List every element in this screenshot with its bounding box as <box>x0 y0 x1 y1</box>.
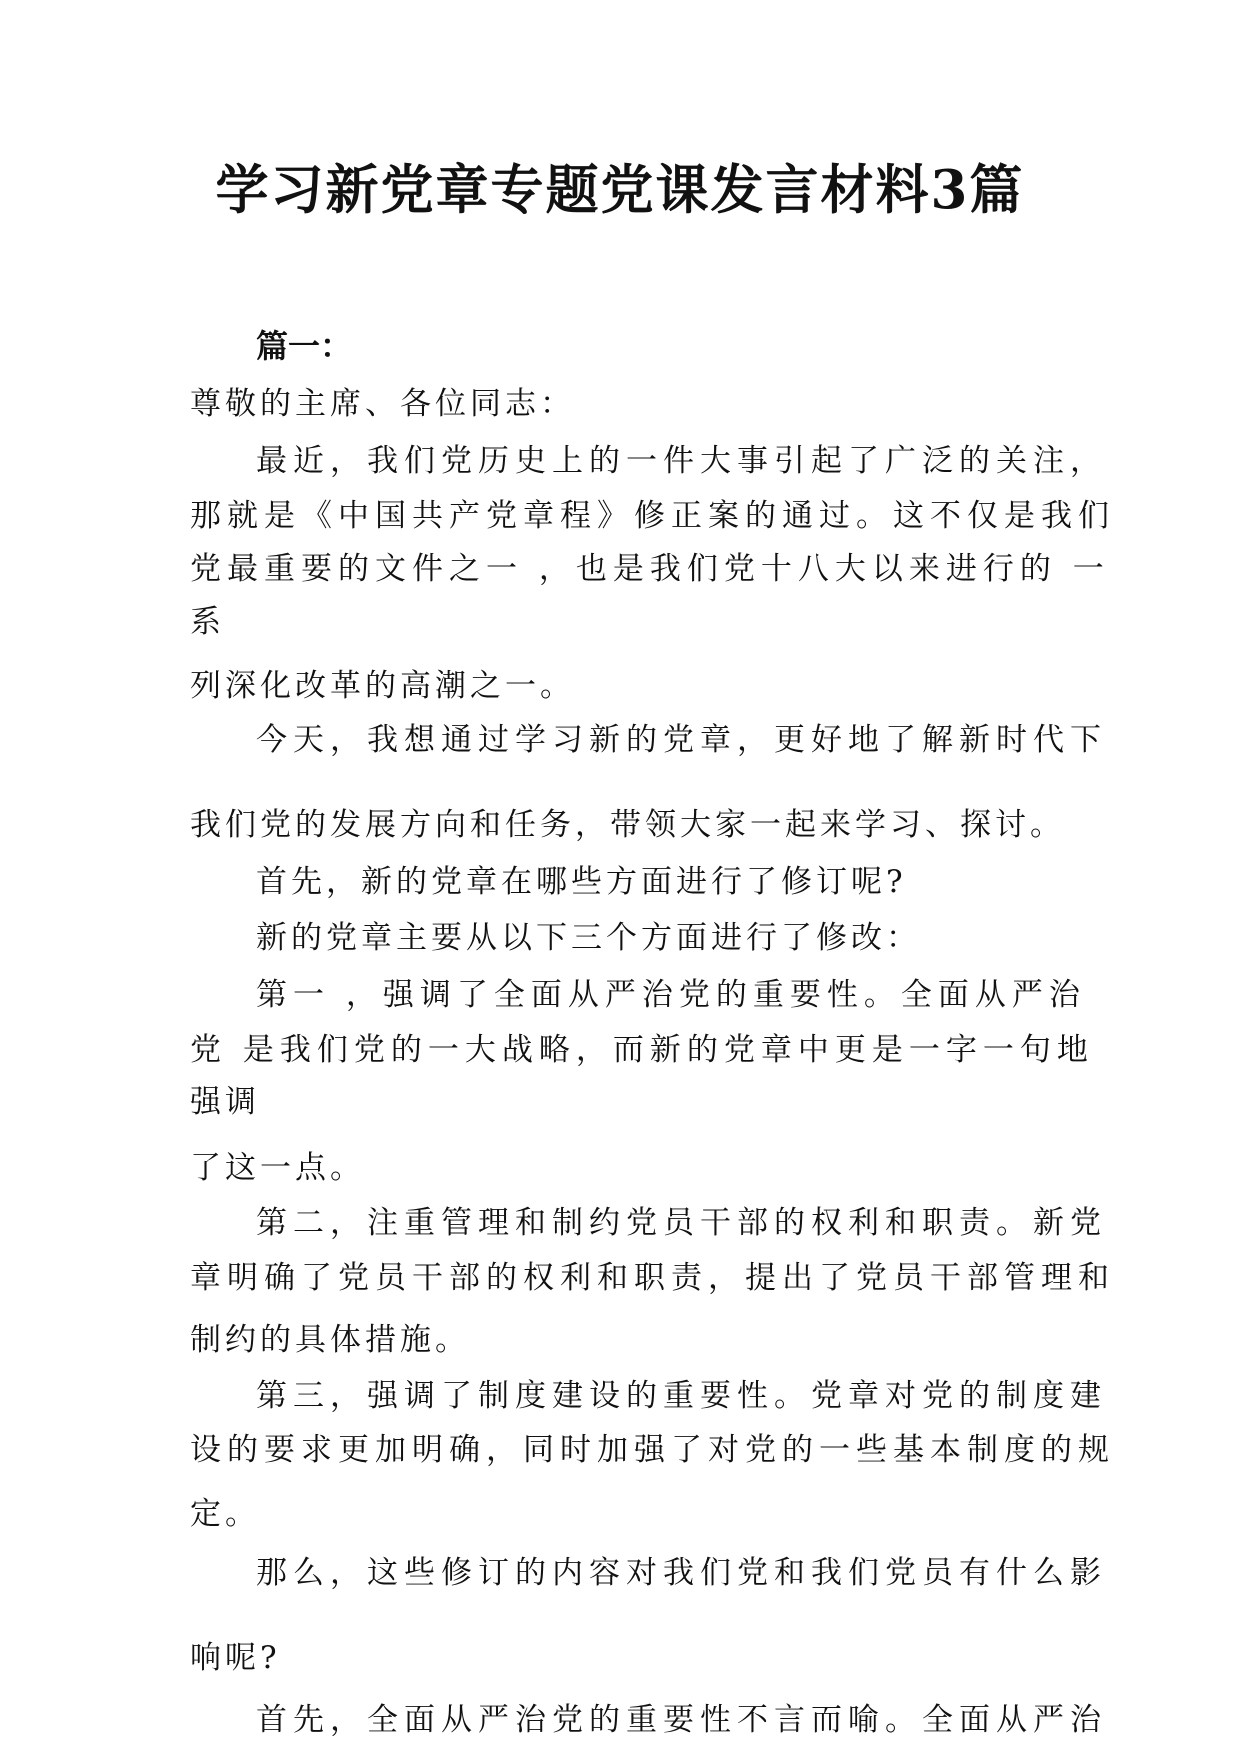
paragraph-line: 首先，全面从严治党的重要性不言而喻。全面从严治 <box>256 1702 1107 1738</box>
paragraph-line: 首先，新的党章在哪些方面进行了修订呢? <box>256 864 907 900</box>
paragraph-line: 章明确了党员干部的权利和职责，提出了党员干部管理和 <box>190 1260 1115 1296</box>
document-title: 学习新党章专题党课发言材料3篇 <box>215 159 1025 221</box>
salutation-line: 尊敬的主席、各位同志： <box>190 386 575 422</box>
paragraph-line: 那就是《中国共产党章程》修正案的通过。这不仅是我们 <box>190 498 1115 534</box>
paragraph-line: 党最重要的文件之一 ，也是我们党十八大以来进行的 一 <box>190 551 1110 587</box>
paragraph-line: 那么，这些修订的内容对我们党和我们党员有什么影 <box>256 1555 1107 1591</box>
paragraph-line: 今天，我想通过学习新的党章，更好地了解新时代下 <box>256 722 1107 758</box>
paragraph-line: 制约的具体措施。 <box>190 1322 470 1358</box>
paragraph-line: 党 是我们党的一大战略，而新的党章中更是一字一句地 <box>190 1032 1094 1068</box>
paragraph-line: 新的党章主要从以下三个方面进行了修改： <box>256 920 921 956</box>
paragraph-line: 第二，注重管理和制约党员干部的权利和职责。新党 <box>256 1205 1107 1241</box>
paragraph-line: 列深化改革的高潮之一。 <box>190 668 575 704</box>
paragraph-line: 最近，我们党历史上的一件大事引起了广泛的关注， <box>256 443 1107 479</box>
paragraph-line: 第三，强调了制度建设的重要性。党章对党的制度建 <box>256 1378 1107 1414</box>
paragraph-line: 了这一点。 <box>190 1150 365 1186</box>
paragraph-line: 响呢? <box>190 1640 281 1676</box>
paragraph-line: 系 <box>190 604 221 640</box>
section-heading: 篇一： <box>256 327 353 365</box>
paragraph-line: 我们党的发展方向和任务，带领大家一起来学习、探讨。 <box>190 807 1065 843</box>
paragraph-line: 定。 <box>190 1496 260 1532</box>
paragraph-line: 设的要求更加明确，同时加强了对党的一些基本制度的规 <box>190 1432 1115 1468</box>
paragraph-line: 第一 ，强调了全面从严治党的重要性。全面从严治 <box>256 977 1086 1013</box>
paragraph-line: 强调 <box>190 1084 260 1120</box>
